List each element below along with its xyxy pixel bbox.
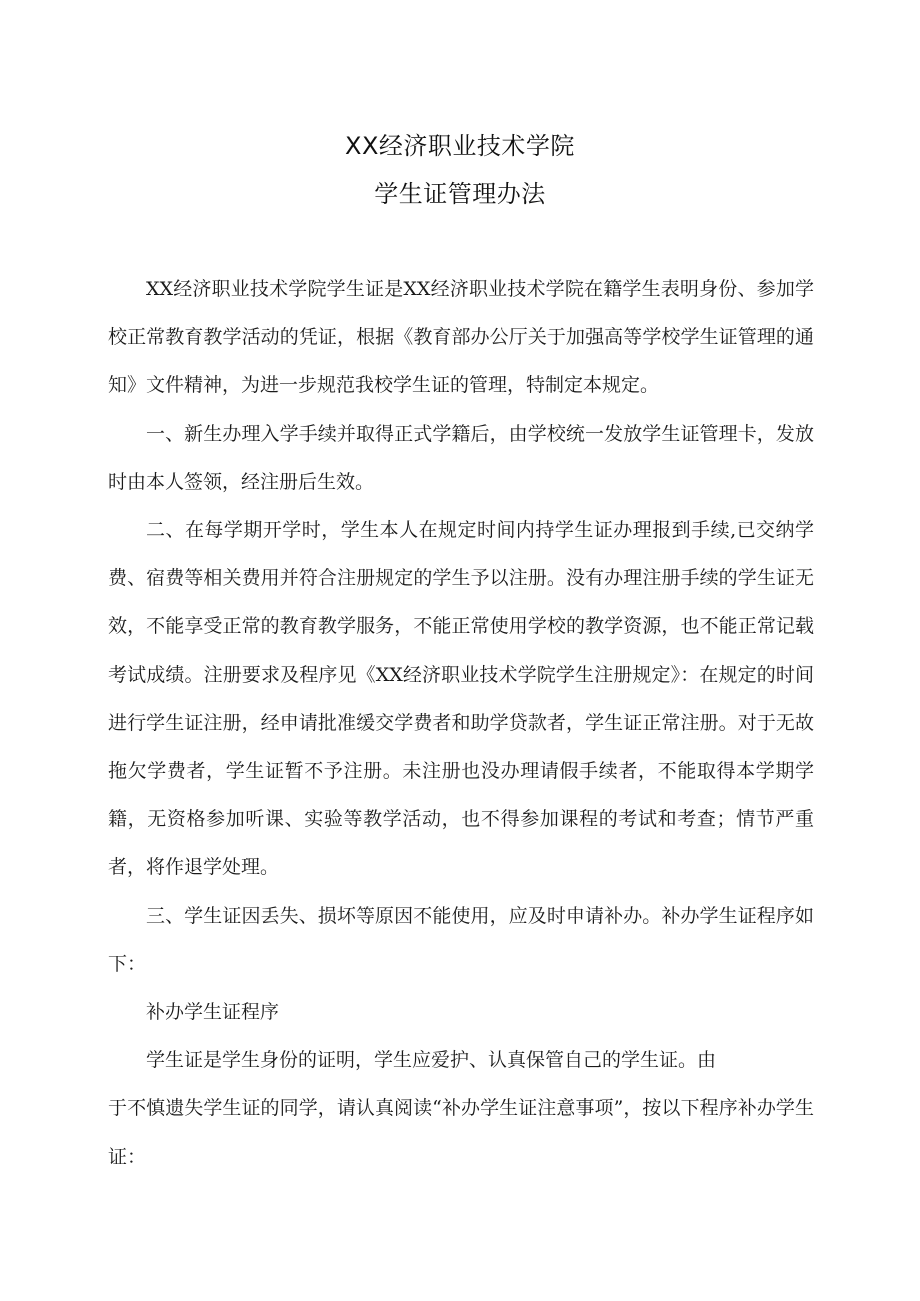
paragraph-article-1: 一、新生办理入学手续并取得正式学籍后，由学校统一发放学生证管理卡，发放时由本人签领，经注册后生效。	[108, 422, 814, 493]
document-title-school: XX经济职业技术学院	[345, 132, 575, 160]
paragraph-reissue-continuation: 于不慎遗失学生证的同学，请认真阅读“补办学生证注意事项”，按以下程序补办学生证：	[108, 1097, 814, 1168]
document-title-regulation: 学生证管理办法	[374, 180, 546, 208]
paragraph-article-2: 二、在每学期开学时，学生本人在规定时间内持学生证办理报到手续,已交纳学费、宿费等相关费用并符合注册规定的学生予以注册。没有办理注册手续的学生证无效，不能享受正常的教育教学服务，不能正常使用学校的教学资源，也不能正常记载考试成绩。注册要求及程序见《XX经济职业技术学院学生注册规定》：在规定的时间进行学生证注册，经申请批准缓交学费者和助学贷款者，学生证正常注册。对于无故拖欠学费者，学生证暂不予注册。未注册也没办理请假手续者，不能取得本学期学籍，无资格参加听课、实验等教学活动，也不得参加课程的考试和考查；情节严重者，将作退学处理。	[108, 519, 814, 879]
paragraph-article-3: 三、学生证因丢失、损坏等原因不能使用，应及时申请补办。补办学生证程序如下：	[108, 904, 814, 975]
paragraph-intro: XX经济职业技术学院学生证是XX经济职业技术学院在籍学生表明身份、参加学校正常教育教学活动的凭证，根据《教育部办公厅关于加强高等学校学生证管理的通知》文件精神，为进一步规范我校学生证的管理，特制定本规定。	[108, 278, 814, 397]
paragraph-reissue-first-line: 学生证是学生身份的证明，学生应爱护、认真保管自己的学生证。由	[146, 1049, 717, 1072]
document-body	[108, 265, 814, 1181]
sub-heading-reissue-procedure: 补办学生证程序	[146, 1001, 280, 1024]
paragraph-reissue-intro	[108, 1036, 814, 1084]
